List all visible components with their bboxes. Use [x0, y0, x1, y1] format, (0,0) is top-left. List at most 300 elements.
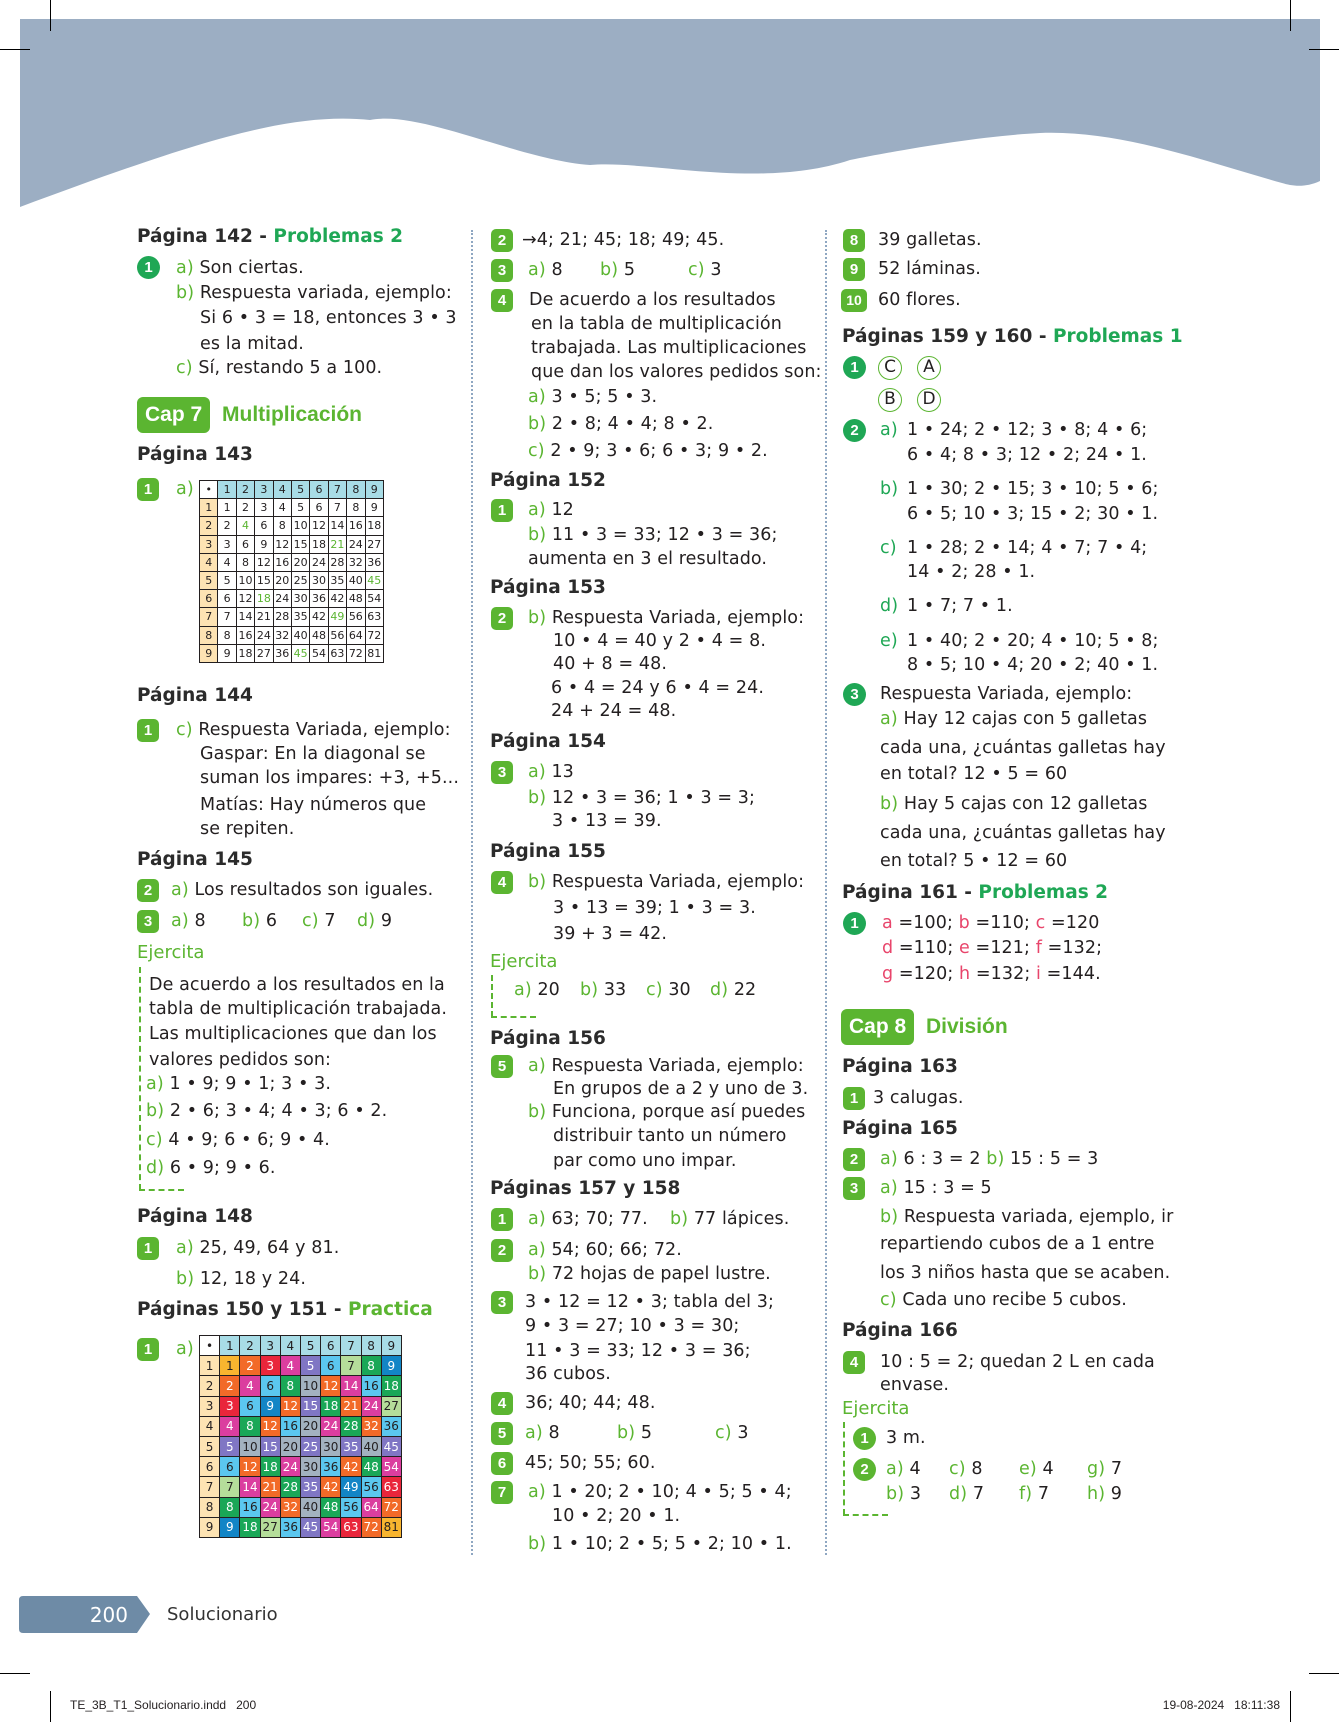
answer-line: b) 72 hojas de papel lustre.	[528, 1264, 771, 1284]
table-cell: 12	[281, 1397, 300, 1416]
question-number-badge: 2	[491, 1239, 513, 1262]
table-cell: 12	[321, 1376, 340, 1395]
answer-line: 10 • 2; 20 • 1.	[552, 1506, 681, 1526]
table-cell: 35	[301, 1477, 320, 1496]
answer-line: Matías: Hay números que	[200, 795, 427, 815]
answer-line: b) 2 • 8; 4 • 4; 8 • 2.	[528, 414, 714, 434]
table-cell: 30	[310, 572, 327, 589]
answer-line: Respuesta Variada, ejemplo:	[880, 684, 1133, 704]
table-cell: 9	[261, 1397, 280, 1416]
page-heading: Página 163	[842, 1056, 958, 1077]
table-cell: 8	[281, 1376, 300, 1395]
question-number-badge: 8	[843, 229, 865, 252]
table-cell: 54	[310, 645, 327, 662]
table-cell: 30	[321, 1437, 340, 1456]
answer-line: De acuerdo a los resultados	[529, 290, 776, 310]
table-header-cell: 9	[382, 1336, 401, 1355]
page-heading: Páginas 159 y 160 - Problemas 1	[842, 326, 1183, 347]
table-cell: 6	[310, 499, 327, 516]
answer-line: b) Funciona, porque así puedes	[528, 1102, 806, 1122]
answer-option-circle: D	[917, 388, 941, 412]
answer-item: a) 4	[886, 1459, 921, 1479]
table-cell: 48	[362, 1457, 381, 1476]
answer-line: b) 1 • 10; 2 • 5; 5 • 2; 10 • 1.	[528, 1534, 792, 1554]
table-cell: 40	[362, 1437, 381, 1456]
table-cell: 56	[362, 1477, 381, 1496]
crop-mark	[1290, 1691, 1291, 1722]
table-cell: 42	[321, 1477, 340, 1496]
section-name: Solucionario	[167, 1604, 278, 1625]
question-number-badge: 1	[843, 356, 866, 379]
table-cell: 5	[292, 499, 309, 516]
question-number-badge: 1	[137, 478, 159, 501]
question-number-badge: 4	[491, 1392, 513, 1415]
answer-line: g =120; h =132; i =144.	[882, 964, 1101, 984]
answer-line: 6 • 5; 10 • 3; 15 • 2; 30 • 1.	[907, 504, 1159, 524]
table-cell: 6	[237, 536, 254, 553]
header-wave-banner	[0, 0, 1339, 230]
answer-line: es la mitad.	[200, 334, 304, 354]
answer-line: b) Respuesta Variada, ejemplo:	[528, 872, 805, 892]
answer-line: a) 12	[528, 500, 574, 520]
colored-multiplication-table	[199, 1335, 402, 1538]
answer-line: b) 12 • 3 = 36; 1 • 3 = 3;	[528, 788, 756, 808]
ejercita-border	[843, 1422, 845, 1515]
ejercita-heading: Ejercita	[490, 951, 558, 972]
table-cell: 42	[310, 608, 327, 625]
table-header-cell: 7	[329, 481, 346, 498]
table-cell: 4	[274, 499, 291, 516]
table-cell: 8	[274, 517, 291, 534]
answer-line: se repiten.	[200, 819, 295, 839]
answer-line: repartiendo cubos de a 1 entre	[880, 1234, 1155, 1254]
table-cell: 5	[220, 1437, 239, 1456]
question-number-badge: 2	[491, 607, 513, 630]
answer-item: b) 5	[600, 260, 636, 280]
table-cell: 54	[382, 1457, 401, 1476]
answer-item: d) 7	[949, 1484, 985, 1504]
page-heading: Página 144	[137, 685, 253, 706]
table-cell: 8	[347, 499, 364, 516]
table-cell: 18	[321, 1397, 340, 1416]
answer-line: a) 3 • 5; 5 • 3.	[528, 387, 658, 407]
table-cell: 24	[255, 627, 272, 644]
crop-mark	[1309, 49, 1339, 50]
table-cell: 1	[220, 1356, 239, 1375]
table-cell: 72	[366, 627, 383, 644]
answer-line: d) 1 • 7; 7 • 1.	[880, 596, 1013, 616]
answer-line: c) Cada uno recibe 5 cubos.	[880, 1290, 1127, 1310]
table-cell: 32	[362, 1417, 381, 1436]
table-cell: 54	[321, 1518, 340, 1537]
table-cell: 24	[310, 554, 327, 571]
table-cell: 14	[237, 608, 254, 625]
table-cell: 63	[382, 1477, 401, 1496]
answer-option-circle: B	[878, 388, 902, 412]
table-cell: 16	[274, 554, 291, 571]
table-cell: 35	[329, 572, 346, 589]
chapter-badge: Cap 7	[137, 397, 210, 433]
table-cell: 8	[218, 627, 235, 644]
answer-item: a) 8	[528, 260, 563, 280]
answer-line: a) Hay 12 cajas con 5 galletas	[880, 709, 1148, 729]
chapter-badge: Cap 8	[841, 1009, 914, 1045]
question-number-badge: 3	[137, 910, 159, 933]
table-corner: •	[200, 1336, 219, 1355]
answer-line: c) 2 • 9; 3 • 6; 6 • 3; 9 • 2.	[528, 441, 768, 461]
table-cell: 36	[366, 554, 383, 571]
answer-line: b) 2 • 6; 3 • 4; 4 • 3; 6 • 2.	[146, 1101, 388, 1121]
question-number-badge: 6	[491, 1452, 513, 1475]
table-row-header: 4	[200, 554, 217, 571]
answer-line: a) Son ciertas.	[176, 258, 304, 278]
page-heading: Página 161 - Problemas 2	[842, 882, 1109, 903]
answer-item: c) 30	[646, 980, 691, 1000]
table-cell: 16	[362, 1376, 381, 1395]
answer-line: que dan los valores pedidos son:	[531, 362, 822, 382]
table-cell: 24	[274, 590, 291, 607]
table-cell: 63	[341, 1518, 360, 1537]
table-cell: 63	[366, 608, 383, 625]
table-cell: 12	[255, 554, 272, 571]
answer-line: valores pedidos son:	[149, 1050, 332, 1070]
table-cell: 5	[301, 1356, 320, 1375]
answer-line: 8 • 5; 10 • 4; 20 • 2; 40 • 1.	[907, 655, 1159, 675]
table-cell: 36	[281, 1518, 300, 1537]
table-row-header: 8	[200, 627, 217, 644]
table-cell: 45	[292, 645, 309, 662]
table-row-header: 1	[200, 1356, 219, 1375]
table-cell: 40	[292, 627, 309, 644]
question-number-badge: 5	[491, 1422, 513, 1445]
table-header-cell: 8	[362, 1336, 381, 1355]
answer-line: Gaspar: En la diagonal se	[200, 744, 426, 764]
question-number-badge: 2	[843, 419, 866, 442]
table-cell: 48	[347, 590, 364, 607]
answer-line: 52 láminas.	[878, 259, 981, 279]
table-cell: 6	[218, 590, 235, 607]
answer-line: los 3 niños hasta que se acaben.	[880, 1263, 1171, 1283]
table-cell: 32	[274, 627, 291, 644]
table-row-header: 6	[200, 1457, 219, 1476]
answer-line: 10 • 4 = 40 y 2 • 4 = 8.	[553, 631, 766, 651]
table-cell: 25	[301, 1437, 320, 1456]
question-number-badge: 3	[491, 761, 513, 784]
answer-line: 36; 40; 44; 48.	[525, 1393, 656, 1413]
answer-line: a) Los resultados son iguales.	[171, 880, 434, 900]
table-cell: 10	[237, 572, 254, 589]
answer-item: h) 9	[1087, 1484, 1123, 1504]
table-header-cell: 1	[218, 481, 235, 498]
table-cell: 45	[366, 572, 383, 589]
table-cell: 4	[218, 554, 235, 571]
answer-line: 3 calugas.	[873, 1088, 964, 1108]
table-corner: •	[200, 481, 217, 498]
table-cell: 6	[255, 517, 272, 534]
table-cell: 12	[240, 1457, 259, 1476]
table-cell: 45	[382, 1437, 401, 1456]
answer-line: 39 + 3 = 42.	[553, 924, 668, 944]
question-number-badge: 1	[137, 256, 160, 279]
table-cell: 36	[310, 590, 327, 607]
question-number-badge: 1	[491, 499, 513, 522]
answer-line: distribuir tanto un número	[553, 1126, 787, 1146]
crop-mark	[1309, 1673, 1339, 1674]
answer-item: e) 4	[1019, 1459, 1054, 1479]
multiplication-table	[199, 480, 384, 663]
answer-label: a)	[176, 1339, 194, 1359]
table-cell: 14	[240, 1477, 259, 1496]
table-cell: 42	[329, 590, 346, 607]
table-cell: 28	[274, 608, 291, 625]
table-cell: 12	[310, 517, 327, 534]
answer-line: a =100; b =110; c =120	[882, 913, 1100, 933]
table-header-cell: 9	[366, 481, 383, 498]
page-heading: Página 145	[137, 849, 253, 870]
question-number-badge: 3	[843, 1177, 865, 1200]
answer-line: a) 6 : 3 = 2 b) 15 : 5 = 3	[880, 1149, 1099, 1169]
table-cell: 6	[220, 1457, 239, 1476]
answer-item: c) 3	[715, 1423, 749, 1443]
table-cell: 54	[366, 590, 383, 607]
table-cell: 64	[347, 627, 364, 644]
answer-item: b) 33	[580, 980, 627, 1000]
answer-line: 14 • 2; 28 • 1.	[907, 562, 1036, 582]
table-cell: 18	[237, 645, 254, 662]
crop-mark	[0, 1673, 30, 1674]
table-row-header: 3	[200, 536, 217, 553]
table-cell: 7	[218, 608, 235, 625]
table-cell: 28	[341, 1417, 360, 1436]
question-number-badge: 2	[853, 1458, 876, 1481]
table-cell: 16	[237, 627, 254, 644]
answer-line: c) 4 • 9; 6 • 6; 9 • 4.	[146, 1130, 330, 1150]
answer-line: 36 cubos.	[525, 1364, 611, 1384]
table-cell: 8	[220, 1498, 239, 1517]
table-cell: 15	[292, 536, 309, 553]
table-cell: 6	[321, 1356, 340, 1375]
answer-line: Si 6 • 3 = 18, entonces 3 • 3	[200, 308, 457, 328]
answer-item: f) 7	[1019, 1484, 1050, 1504]
question-number-badge: 1	[137, 719, 159, 742]
question-number-badge: 1	[491, 1208, 513, 1231]
ejercita-border	[139, 1189, 184, 1191]
table-header-cell: 8	[347, 481, 364, 498]
answer-item: d) 9	[357, 911, 393, 931]
answer-label: a)	[176, 479, 194, 499]
question-number-badge: 4	[491, 871, 513, 894]
answer-line: 39 galletas.	[878, 230, 982, 250]
table-row-header: 1	[200, 499, 217, 516]
answer-line: De acuerdo a los resultados en la	[149, 975, 445, 995]
table-header-cell: 3	[261, 1336, 280, 1355]
page-heading: Página 153	[490, 577, 606, 598]
answer-line: c) Sí, restando 5 a 100.	[176, 358, 383, 378]
answer-line: cada una, ¿cuántas galletas hay	[880, 738, 1166, 758]
answer-line: a) 15 : 3 = 5	[880, 1178, 992, 1198]
answer-line: 40 + 8 = 48.	[553, 654, 668, 674]
table-cell: 21	[255, 608, 272, 625]
table-row-header: 5	[200, 1437, 219, 1456]
table-cell: 4	[281, 1356, 300, 1375]
table-cell: 30	[301, 1457, 320, 1476]
ejercita-border	[139, 967, 141, 1190]
table-cell: 72	[382, 1498, 401, 1517]
answer-line: 6 • 4 = 24 y 6 • 4 = 24.	[551, 678, 764, 698]
table-cell: 16	[347, 517, 364, 534]
table-cell: 20	[274, 572, 291, 589]
answer-line: tabla de multiplicación trabajada.	[149, 999, 448, 1019]
table-header-cell: 1	[220, 1336, 239, 1355]
table-cell: 2	[237, 499, 254, 516]
table-cell: 40	[347, 572, 364, 589]
table-cell: 2	[240, 1356, 259, 1375]
chapter-title: División	[926, 1015, 1008, 1038]
table-row-header: 4	[200, 1417, 219, 1436]
table-cell: 81	[382, 1518, 401, 1537]
ejercita-heading: Ejercita	[137, 942, 205, 963]
table-cell: 49	[329, 608, 346, 625]
answer-line: a) Respuesta Variada, ejemplo:	[528, 1056, 804, 1076]
answer-line: e) 1 • 40; 2 • 20; 4 • 10; 5 • 8;	[880, 631, 1159, 651]
answer-line: en total? 5 • 12 = 60	[880, 851, 1068, 871]
table-cell: 12	[274, 536, 291, 553]
answer-line: envase.	[880, 1375, 950, 1395]
page-heading: Página 155	[490, 841, 606, 862]
table-cell: 18	[310, 536, 327, 553]
answer-line: 10 : 5 = 2; quedan 2 L en cada	[880, 1352, 1155, 1372]
answer-line: cada una, ¿cuántas galletas hay	[880, 823, 1166, 843]
answer-line: b) Respuesta Variada, ejemplo:	[528, 608, 805, 628]
answer-item: c) 8	[949, 1459, 983, 1479]
ejercita-heading: Ejercita	[842, 1398, 910, 1419]
table-header-cell: 5	[292, 481, 309, 498]
crop-mark	[50, 1691, 51, 1722]
answer-line: Las multiplicaciones que dan los	[149, 1024, 437, 1044]
crop-mark	[50, 0, 51, 31]
print-timestamp: 19-08-2024 18:11:38	[1162, 1698, 1280, 1712]
table-cell: 24	[347, 536, 364, 553]
answer-line: 3 • 12 = 12 • 3; tabla del 3;	[525, 1292, 775, 1312]
page-heading: Página 143	[137, 444, 253, 465]
table-cell: 9	[382, 1356, 401, 1375]
crop-mark	[1290, 0, 1291, 31]
table-cell: 21	[261, 1477, 280, 1496]
ejercita-border	[491, 1016, 536, 1018]
question-number-badge: 3	[491, 259, 513, 282]
table-cell: 72	[347, 645, 364, 662]
question-number-badge: 4	[491, 289, 513, 312]
answer-line: suman los impares: +3, +5...	[200, 768, 459, 788]
table-cell: 21	[341, 1397, 360, 1416]
answer-line: d =110; e =121; f =132;	[882, 938, 1103, 958]
table-cell: 32	[347, 554, 364, 571]
print-file-info: TE_3B_T1_Solucionario.indd 200	[70, 1698, 257, 1712]
ejercita-border	[843, 1514, 888, 1516]
crop-mark	[0, 49, 30, 50]
table-cell: 7	[220, 1477, 239, 1496]
table-cell: 81	[366, 645, 383, 662]
table-row-header: 8	[200, 1498, 219, 1517]
table-cell: 4	[240, 1376, 259, 1395]
table-cell: 2	[220, 1376, 239, 1395]
table-cell: 18	[366, 517, 383, 534]
table-cell: 56	[329, 627, 346, 644]
table-cell: 12	[237, 590, 254, 607]
answer-line: c) 1 • 28; 2 • 14; 4 • 7; 7 • 4;	[880, 538, 1148, 558]
table-cell: 35	[341, 1437, 360, 1456]
table-row-header: 2	[200, 1376, 219, 1395]
table-cell: 9	[218, 645, 235, 662]
table-header-cell: 6	[310, 481, 327, 498]
table-header-cell: 5	[301, 1336, 320, 1355]
table-cell: 10	[292, 517, 309, 534]
table-cell: 24	[362, 1397, 381, 1416]
table-header-cell: 2	[240, 1336, 259, 1355]
question-number-badge: 4	[843, 1351, 865, 1374]
table-cell: 18	[261, 1457, 280, 1476]
table-row-header: 7	[200, 1477, 219, 1496]
table-cell: 32	[281, 1498, 300, 1517]
table-cell: 4	[237, 517, 254, 534]
question-number-badge: 2	[843, 1148, 865, 1171]
table-cell: 36	[321, 1457, 340, 1476]
answer-line: b) Respuesta variada, ejemplo, ir	[880, 1207, 1174, 1227]
table-row-header: 3	[200, 1397, 219, 1416]
answer-line: d) 6 • 9; 9 • 6.	[146, 1158, 276, 1178]
table-row-header: 7	[200, 608, 217, 625]
answer-item: d) 22	[710, 980, 757, 1000]
table-cell: 1	[218, 499, 235, 516]
answer-item: a) 20	[514, 980, 560, 1000]
table-cell: 56	[347, 608, 364, 625]
table-cell: 7	[341, 1356, 360, 1375]
table-cell: 42	[341, 1457, 360, 1476]
answer-line: En grupos de a 2 y uno de 3.	[553, 1079, 809, 1099]
table-cell: 56	[341, 1498, 360, 1517]
question-number-badge: 1	[853, 1427, 876, 1450]
table-cell: 63	[329, 645, 346, 662]
answer-line: a) 63; 70; 77.	[528, 1209, 648, 1229]
answer-line: c) Respuesta Variada, ejemplo:	[176, 720, 451, 740]
table-cell: 3	[220, 1397, 239, 1416]
table-cell: 6	[240, 1397, 259, 1416]
question-number-badge: 1	[137, 1338, 159, 1361]
table-cell: 15	[301, 1397, 320, 1416]
table-cell: 4	[220, 1417, 239, 1436]
answer-line: a) 13	[528, 762, 574, 782]
table-cell: 3	[261, 1356, 280, 1375]
table-cell: 18	[382, 1376, 401, 1395]
question-number-badge: 1	[843, 912, 866, 935]
table-cell: 64	[362, 1498, 381, 1517]
table-cell: 28	[329, 554, 346, 571]
page-heading: Páginas 150 y 151 - Practica	[137, 1299, 433, 1320]
table-cell: 36	[274, 645, 291, 662]
answer-line: a) 54; 60; 66; 72.	[528, 1240, 682, 1260]
table-cell: 15	[255, 572, 272, 589]
answer-line: b) Respuesta variada, ejemplo:	[176, 283, 452, 303]
table-cell: 9	[366, 499, 383, 516]
table-cell: 7	[329, 499, 346, 516]
table-cell: 2	[218, 517, 235, 534]
table-cell: 48	[310, 627, 327, 644]
table-row-header: 6	[200, 590, 217, 607]
table-row-header: 2	[200, 517, 217, 534]
page-number: 200	[89, 1603, 128, 1627]
answer-line: 3 • 13 = 39.	[552, 811, 662, 831]
question-number-badge: 3	[843, 683, 866, 706]
